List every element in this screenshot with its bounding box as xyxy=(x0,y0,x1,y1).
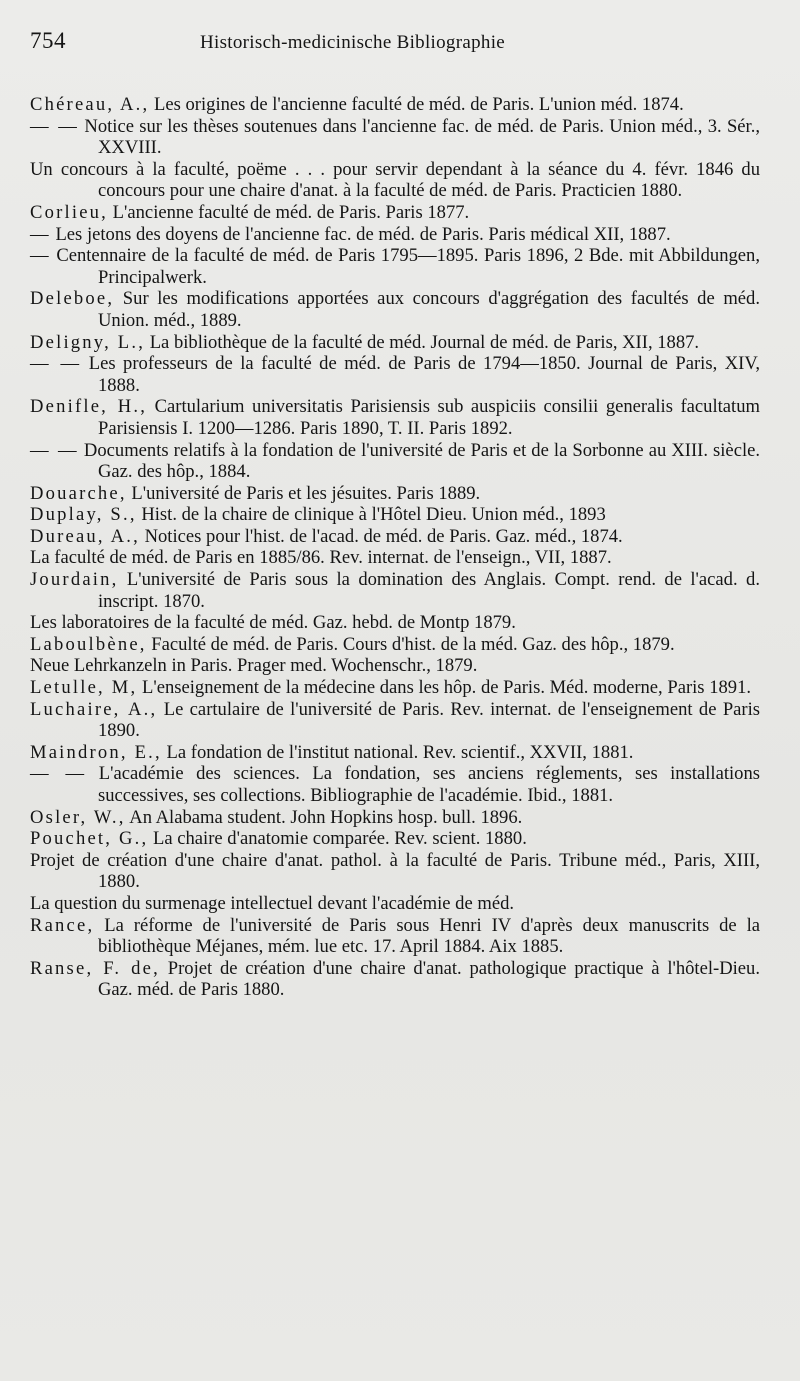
bibliography-entry xyxy=(30,742,760,764)
entry-author: Laboulbène, xyxy=(30,633,147,655)
entry-text: Les laboratoires de la faculté de méd. Gaz. hebd. de Montp 1879. xyxy=(30,612,516,634)
entry-text: Cartularium universitatis Parisiensis sub auspiciis consilii generalis facultatum Parisiensis I. 1200—1286. Paris 1890, T. II. Paris 1892. xyxy=(98,396,760,439)
entry-text: Les professeurs de la faculté de méd. de Paris de 1794—1850. Journal de Paris, XIV, 1888. xyxy=(81,353,760,396)
bibliography-entry xyxy=(30,547,760,569)
entry-author: Ranse, F. de, xyxy=(30,957,160,979)
bibliography-entry xyxy=(30,202,760,224)
bibliography-entry xyxy=(30,763,760,806)
bibliography-entry xyxy=(30,440,760,483)
bibliography-entry xyxy=(30,94,760,116)
page-number: 754 xyxy=(30,28,66,53)
entry-text: La réforme de l'université de Paris sous Henri IV d'après deux manuscrits de la bibliothèque Méjanes, mém. lue etc. 17. April 1884. Aix 1885. xyxy=(94,914,760,958)
bibliography-entry xyxy=(30,915,760,958)
entry-author: Luchaire, A., xyxy=(30,698,158,720)
entry-author: Douarche, xyxy=(30,482,127,504)
entry-author: — — xyxy=(30,115,80,137)
bibliography-entry xyxy=(30,159,760,202)
bibliography-entry xyxy=(30,893,760,915)
entry-text: Centennaire de la faculté de méd. de Paris 1795—1895. Paris 1896, 2 Bde. mit Abbildungen, Principalwerk. xyxy=(50,245,760,288)
entry-author: — — xyxy=(30,763,87,785)
bibliography-entry xyxy=(30,224,760,246)
entry-author: — xyxy=(30,223,51,245)
entry-author: — — xyxy=(30,439,79,461)
bibliography-entry xyxy=(30,699,760,742)
entry-text: Notices pour l'hist. de l'acad. de méd. de Paris. Gaz. méd., 1874. xyxy=(139,525,623,547)
entry-text: Un concours à la faculté, poëme . . . pour servir dependant à la séance du 4. févr. 1846 du concours pour une chaire d'anat. à la faculté de méd. de Paris. Practicien 1880. xyxy=(30,158,760,202)
bibliography-list xyxy=(30,94,760,1001)
entry-text: L'université de Paris et les jésuites. Paris 1889. xyxy=(126,482,481,504)
entry-text: Projet de création d'une chaire d'anat. pathol. à la faculté de Paris. Tribune méd., Paris, XIII, 1880. xyxy=(30,849,760,893)
entry-text: Documents relatifs à la fondation de l'université de Paris et de la Sorbonne au XIII. siècle. Gaz. des hôp., 1884. xyxy=(78,439,761,483)
bibliography-entry xyxy=(30,828,760,850)
bibliography-entry xyxy=(30,958,760,1001)
entry-text: L'académie des sciences. La fondation, ses anciens réglements, ses installations successives, ses collections. Bibliographie de l'académie. Ibid., 1881. xyxy=(86,763,761,806)
entry-author: Denifle, H., xyxy=(30,396,148,418)
entry-author: Duplay, S., xyxy=(30,504,137,526)
entry-text: Sur les modifications apportées aux concours d'aggrégation des facultés de méd. Union. méd., 1889. xyxy=(98,288,760,331)
entry-author: Pouchet, G., xyxy=(30,828,149,850)
entry-text: Les origines de l'ancienne faculté de méd. de Paris. L'union méd. 1874. xyxy=(149,94,684,115)
bibliography-entry xyxy=(30,850,760,893)
bibliography-entry xyxy=(30,116,760,159)
bibliography-entry xyxy=(30,483,760,505)
entry-text: Hist. de la chaire de clinique à l'Hôtel Dieu. Union méd., 1893 xyxy=(136,504,606,526)
running-head: Historisch-medicinische Bibliographie xyxy=(200,32,506,53)
bibliography-entry xyxy=(30,655,760,677)
entry-author: Chéreau, A., xyxy=(30,94,150,115)
entry-text: Neue Lehrkanzeln in Paris. Prager med. Wochenschr., 1879. xyxy=(30,655,478,677)
entry-author: Osler, W., xyxy=(30,806,126,828)
bibliography-entry xyxy=(30,612,760,634)
entry-text: Faculté de méd. de Paris. Cours d'hist. de la méd. Gaz. des hôp., 1879. xyxy=(146,633,675,655)
bibliography-entry xyxy=(30,634,760,656)
entry-author: — xyxy=(30,245,51,267)
entry-author: Maindron, E., xyxy=(30,741,162,763)
entry-text: La faculté de méd. de Paris en 1885/86. Rev. internat. de l'enseign., VII, 1887. xyxy=(30,547,612,569)
entry-text: Les jetons des doyens de l'ancienne fac. de méd. de Paris. Paris médical XII, 1887. xyxy=(50,223,671,245)
entry-text: L'université de Paris sous la domination des Anglais. Compt. rend. de l'acad. d. inscript. 1870. xyxy=(98,569,760,612)
entry-text: La bibliothèque de la faculté de méd. Journal de méd. de Paris, XII, 1887. xyxy=(145,331,700,353)
entry-text: La question du surmenage intellectuel devant l'académie de méd. xyxy=(30,892,515,914)
entry-author: — — xyxy=(30,353,82,375)
bibliography-entry xyxy=(30,569,760,612)
bibliography-entry xyxy=(30,332,760,354)
entry-author: Letulle, M, xyxy=(30,677,138,699)
entry-author: Deleboe, xyxy=(30,288,115,310)
bibliography-entry xyxy=(30,245,760,288)
bibliography-entry xyxy=(30,504,760,526)
bibliography-entry xyxy=(30,353,760,396)
bibliography-entry xyxy=(30,526,760,548)
bibliography-entry xyxy=(30,677,760,699)
bibliography-entry xyxy=(30,807,760,829)
entry-author: Deligny, L., xyxy=(30,331,146,353)
page-header xyxy=(30,28,760,72)
entry-author: Rance, xyxy=(30,914,95,936)
entry-author: Corlieu, xyxy=(30,201,109,223)
entry-text: Projet de création d'une chaire d'anat. pathologique practique à l'hôtel-Dieu. Gaz. méd. de Paris 1880. xyxy=(98,957,761,1001)
entry-text: L'ancienne faculté de méd. de Paris. Paris 1877. xyxy=(108,201,470,223)
entry-text: L'enseignement de la médecine dans les hôp. de Paris. Méd. moderne, Paris 1891. xyxy=(137,677,752,699)
bibliography-entry xyxy=(30,396,760,439)
entry-text: La chaire d'anatomie comparée. Rev. scient. 1880. xyxy=(148,828,527,850)
entry-author: Dureau, A., xyxy=(30,525,140,547)
entry-text: Notice sur les thèses soutenues dans l'ancienne fac. de méd. de Paris. Union méd., 3. Sér., XXVIII. xyxy=(79,115,760,159)
entry-text: An Alabama student. John Hopkins hosp. bull. 1896. xyxy=(125,806,523,828)
entry-text: Le cartulaire de l'université de Paris. Rev. internat. de l'enseignement de Paris 1890. xyxy=(98,698,761,742)
entry-text: La fondation de l'institut national. Rev. scientif., XXVII, 1881. xyxy=(161,741,634,763)
entry-author: Jourdain, xyxy=(30,569,119,591)
bibliography-entry xyxy=(30,288,760,331)
